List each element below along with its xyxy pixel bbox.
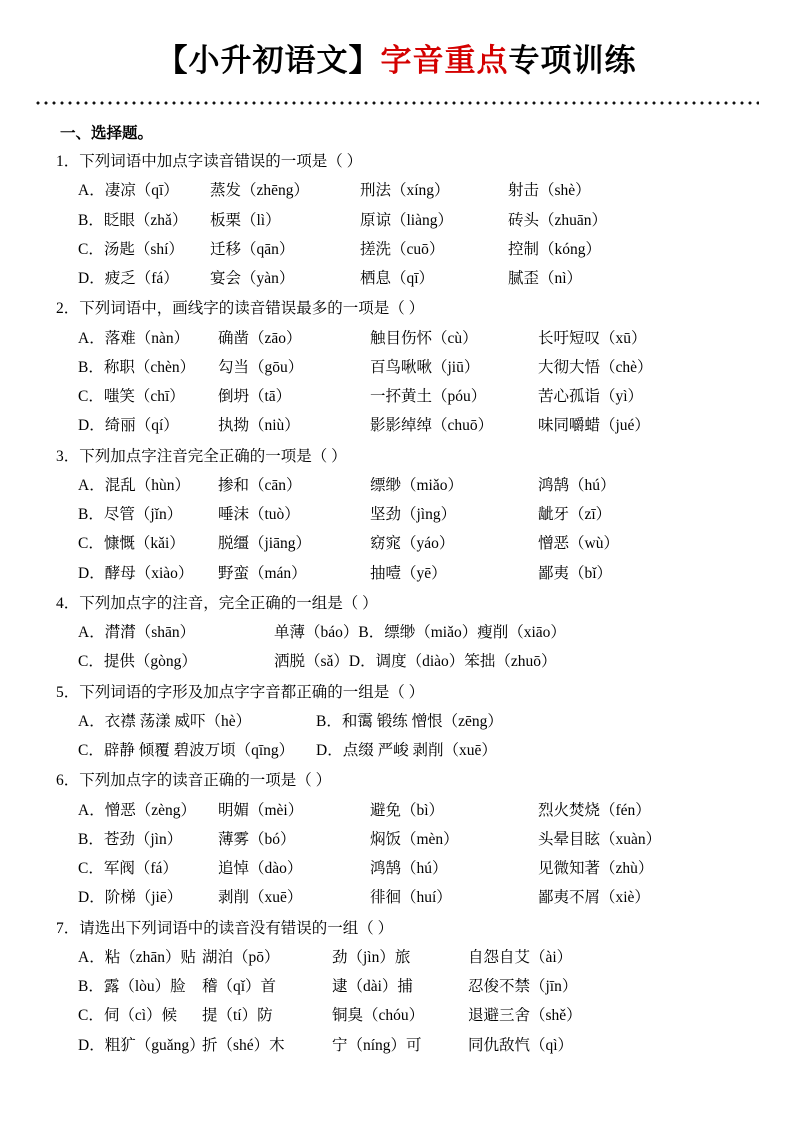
option-text: 焖饭（mèn） xyxy=(370,830,459,848)
option-text: 龇牙（zī） xyxy=(538,506,612,524)
option-label: C． xyxy=(78,240,104,258)
option-text: 逮（dài）捕 xyxy=(332,978,413,996)
option-text: 唾沫（tuò） xyxy=(218,506,300,524)
option-cell xyxy=(274,621,358,644)
option-a[interactable] xyxy=(78,474,218,497)
option-row[interactable] xyxy=(78,267,759,290)
option-text: 苍劲（jìn） xyxy=(103,830,183,848)
option-text: 提（tí）防 xyxy=(202,1007,273,1025)
option-cell xyxy=(218,385,370,408)
option-d[interactable] xyxy=(316,739,497,762)
option-text: 射击（shè） xyxy=(508,182,591,200)
option-text: 脱缰（jiāng） xyxy=(218,535,311,553)
option-row[interactable] xyxy=(78,946,759,969)
option-text: 百鸟啾啾（jiū） xyxy=(370,358,480,376)
option-text: 军阀（fá） xyxy=(103,860,178,878)
option-d[interactable] xyxy=(78,1034,205,1057)
option-d[interactable] xyxy=(78,414,218,437)
option-c[interactable] xyxy=(78,857,218,880)
option-label: C． xyxy=(78,535,104,553)
option-cell xyxy=(218,857,370,880)
option-text: 凄凉（qī） xyxy=(104,182,179,200)
option-row[interactable] xyxy=(78,975,759,998)
option-cell xyxy=(360,209,508,232)
option-a[interactable] xyxy=(78,710,316,733)
option-cell xyxy=(468,1004,582,1027)
option-cell xyxy=(210,209,360,232)
option-row[interactable] xyxy=(78,886,759,909)
option-d[interactable] xyxy=(349,650,464,673)
option-row[interactable] xyxy=(78,710,759,733)
option-cell xyxy=(210,238,360,261)
option-cell xyxy=(202,975,332,998)
option-cell xyxy=(370,562,538,585)
option-text: 称职（chèn） xyxy=(103,358,196,376)
option-label: A． xyxy=(78,624,105,642)
option-text: 辟静 倾覆 碧波万顷（qīng） xyxy=(103,742,295,760)
option-b[interactable] xyxy=(78,356,218,379)
option-label: C． xyxy=(78,1007,104,1025)
option-text: 湖泊（pō） xyxy=(202,948,280,966)
option-text: 汤匙（shí） xyxy=(103,240,184,258)
option-cell xyxy=(370,414,538,437)
option-text: 坚劲（jìng） xyxy=(370,506,457,524)
option-cell xyxy=(332,946,468,969)
question-stem: 6．下列加点字的读音正确的一项是（ ） xyxy=(56,772,332,790)
option-row[interactable] xyxy=(78,209,759,232)
option-text: 缥缈（miǎo） xyxy=(370,476,463,494)
option-text: 明媚（mèi） xyxy=(218,801,304,819)
option-row[interactable] xyxy=(78,739,759,762)
question-2 xyxy=(34,297,759,437)
option-cell xyxy=(508,238,601,261)
question-6 xyxy=(34,769,759,909)
option-cell xyxy=(468,975,577,998)
option-b[interactable] xyxy=(78,975,202,998)
option-label: A． xyxy=(78,476,105,494)
option-cell xyxy=(332,1034,468,1057)
option-text: 搓洗（cuō） xyxy=(360,240,445,258)
option-text: 砖头（zhuān） xyxy=(508,211,608,229)
option-text: 迁移（qān） xyxy=(210,240,295,258)
option-text: 触目伤怀（cù） xyxy=(370,329,478,347)
option-text: 憎恶（zèng） xyxy=(104,801,196,819)
option-label: B． xyxy=(78,211,104,229)
option-cell xyxy=(370,474,538,497)
option-label: A． xyxy=(78,329,105,347)
option-cell xyxy=(218,327,370,350)
option-text: 嗤笑（chī） xyxy=(103,388,185,406)
question-stem: 3．下列加点字注音完全正确的一项是（ ） xyxy=(56,447,347,465)
title-suffix: 专项训练 xyxy=(508,43,637,78)
option-text: 鸿鹄（hú） xyxy=(538,476,616,494)
section-heading: 一、选择题。 xyxy=(60,125,154,143)
option-cell xyxy=(360,179,508,202)
page-title xyxy=(34,42,759,79)
option-cell xyxy=(468,946,572,969)
option-cell xyxy=(218,503,370,526)
option-cell xyxy=(538,327,647,350)
option-text: 宴会（yàn） xyxy=(210,270,295,288)
option-cell xyxy=(210,267,360,290)
question-stem: 1．下列词语中加点字读音错误的一项是（ ） xyxy=(56,153,363,171)
option-cell xyxy=(370,886,538,909)
option-cell xyxy=(202,946,332,969)
option-text: 控制（kóng） xyxy=(508,240,602,258)
option-text: 折（shé）木 xyxy=(202,1036,285,1054)
option-cell xyxy=(468,1034,573,1057)
option-label: A． xyxy=(78,948,105,966)
option-c[interactable] xyxy=(78,739,316,762)
option-text: 一抔黄土（póu） xyxy=(370,388,487,406)
option-text: 倒坍（tā） xyxy=(218,388,292,406)
option-cell xyxy=(370,532,538,555)
option-label: D． xyxy=(78,889,105,907)
option-text: 鸿鹄（hú） xyxy=(370,860,448,878)
option-cell xyxy=(218,828,370,851)
option-cell xyxy=(538,532,619,555)
option-label: B． xyxy=(78,978,104,996)
option-b[interactable] xyxy=(358,621,477,644)
option-text: 徘徊（huí） xyxy=(370,889,452,907)
option-row[interactable] xyxy=(78,1034,759,1057)
option-text: 单薄（báo） xyxy=(274,624,359,642)
option-cell xyxy=(538,857,653,880)
option-text: 头晕目眩（xuàn） xyxy=(538,830,662,848)
option-label: C． xyxy=(78,742,104,760)
option-text: D．调度（diào） xyxy=(348,653,465,671)
option-cell xyxy=(538,886,650,909)
question-stem: 5．下列词语的字形及加点字字音都正确的一组是（ ） xyxy=(56,683,425,701)
option-cell xyxy=(464,650,556,673)
option-row[interactable] xyxy=(78,356,759,379)
option-cell xyxy=(210,179,360,202)
option-text: 绮丽（qí） xyxy=(104,417,179,435)
option-text: 忍俊不禁（jīn） xyxy=(468,978,578,996)
option-c[interactable] xyxy=(78,238,210,261)
option-cell xyxy=(538,356,653,379)
option-text: 铜臭（chóu） xyxy=(332,1007,425,1025)
option-text: 烈火焚烧（fén） xyxy=(538,801,651,819)
option-cell xyxy=(370,385,538,408)
question-1 xyxy=(34,150,759,290)
option-cell xyxy=(538,385,643,408)
option-cell xyxy=(332,1004,468,1027)
option-text: 阶梯（jiē） xyxy=(104,889,183,907)
option-label: A． xyxy=(78,182,105,200)
option-text: 避免（bì） xyxy=(370,801,445,819)
title-block xyxy=(34,0,759,79)
option-text: 宁（níng）可 xyxy=(332,1036,422,1054)
option-text: 瘦削（xiāo） xyxy=(477,624,566,642)
option-text: 苦心孤诣（yì） xyxy=(538,388,644,406)
option-text: 酵母（xiào） xyxy=(104,564,194,582)
option-cell xyxy=(538,414,650,437)
option-row[interactable] xyxy=(78,621,759,644)
option-text: 味同嚼蜡（jué） xyxy=(538,417,650,435)
option-text: 蒸发（zhēng） xyxy=(210,182,310,200)
option-cell xyxy=(370,828,538,851)
option-cell xyxy=(538,562,612,585)
option-cell xyxy=(202,1034,332,1057)
option-label: C． xyxy=(78,388,104,406)
title-accent: 字音重点 xyxy=(380,43,509,78)
option-c[interactable] xyxy=(78,1004,202,1027)
option-text: 退避三舍（shě） xyxy=(468,1007,582,1025)
option-text: 眨眼（zhǎ） xyxy=(103,211,188,229)
option-text: 勾当（gōu） xyxy=(218,358,304,376)
option-row[interactable] xyxy=(78,414,759,437)
option-text: 尽管（jǐn） xyxy=(103,506,183,524)
option-text: 憎恶（wù） xyxy=(538,535,619,553)
option-text: 洒脱（sǎ） xyxy=(274,653,349,671)
option-cell xyxy=(360,238,508,261)
option-label: B． xyxy=(78,830,104,848)
question-stem: 4．下列加点字的注音，完全正确的一组是（ ） xyxy=(56,594,378,612)
dotted-divider xyxy=(34,101,759,105)
option-text: 长吁短叹（xū） xyxy=(538,329,647,347)
option-cell xyxy=(508,267,582,290)
option-cell xyxy=(370,327,538,350)
option-label: D． xyxy=(78,417,105,435)
option-cell xyxy=(370,356,538,379)
option-label: D． xyxy=(78,564,105,582)
option-cell xyxy=(332,975,468,998)
option-text: 抽噎（yē） xyxy=(370,564,447,582)
option-text: 鄙夷不屑（xiè） xyxy=(538,889,650,907)
option-d[interactable] xyxy=(78,886,218,909)
option-label: B． xyxy=(78,506,104,524)
option-row[interactable] xyxy=(78,238,759,261)
option-row[interactable] xyxy=(78,799,759,822)
option-cell xyxy=(538,828,661,851)
option-label: C． xyxy=(78,653,104,671)
question-7 xyxy=(34,917,759,1057)
option-text: 潸潸（shān） xyxy=(104,624,196,642)
option-row[interactable] xyxy=(78,857,759,880)
option-text: 笨拙（zhuō） xyxy=(464,653,557,671)
question-4 xyxy=(34,592,759,674)
option-text: 混乱（hùn） xyxy=(104,476,190,494)
option-c[interactable] xyxy=(78,532,218,555)
option-text: 大彻大悟（chè） xyxy=(538,358,653,376)
option-a[interactable] xyxy=(78,179,210,202)
option-cell xyxy=(202,1004,332,1027)
option-text: 掺和（cān） xyxy=(218,476,302,494)
option-text: 野蛮（mán） xyxy=(218,564,307,582)
question-3 xyxy=(34,445,759,585)
option-b[interactable] xyxy=(78,209,210,232)
option-cell xyxy=(274,650,349,673)
option-b[interactable] xyxy=(316,710,503,733)
option-cell xyxy=(477,621,566,644)
option-label: A． xyxy=(78,712,105,730)
option-text: 稽（qǐ）首 xyxy=(202,978,277,996)
option-text: B．和霭 锻练 憎恨（zēng） xyxy=(316,712,503,730)
option-a[interactable] xyxy=(78,946,202,969)
option-cell xyxy=(218,562,370,585)
option-text: 原谅（liàng） xyxy=(360,211,453,229)
option-cell xyxy=(508,209,607,232)
option-text: 板栗（lì） xyxy=(210,211,281,229)
option-text: 执拗（niù） xyxy=(218,417,300,435)
option-label: D． xyxy=(78,1036,105,1054)
option-text: 薄雾（bó） xyxy=(218,830,296,848)
option-text: 影影绰绰（chuō） xyxy=(370,417,494,435)
option-text: 衣襟 荡漾 威吓（hè） xyxy=(104,712,252,730)
option-cell xyxy=(218,356,370,379)
option-row[interactable] xyxy=(78,385,759,408)
option-c[interactable] xyxy=(78,650,274,673)
option-label: A． xyxy=(78,801,105,819)
option-text: 窈窕（yáo） xyxy=(370,535,455,553)
option-row[interactable] xyxy=(78,179,759,202)
option-cell xyxy=(370,799,538,822)
option-text: 劲（jìn）旅 xyxy=(332,948,411,966)
option-row[interactable] xyxy=(78,474,759,497)
option-row[interactable] xyxy=(78,327,759,350)
option-cell xyxy=(370,503,538,526)
option-cell xyxy=(508,179,591,202)
option-row[interactable] xyxy=(78,650,759,673)
option-b[interactable] xyxy=(78,503,218,526)
option-text: 追悼（dào） xyxy=(218,860,303,878)
option-text: 自怨自艾（ài） xyxy=(468,948,573,966)
option-label: B． xyxy=(78,358,104,376)
option-text: 落难（nàn） xyxy=(104,329,190,347)
option-row[interactable] xyxy=(78,1004,759,1027)
option-a[interactable] xyxy=(78,799,218,822)
option-a[interactable] xyxy=(78,327,218,350)
option-cell xyxy=(218,414,370,437)
option-row[interactable] xyxy=(78,828,759,851)
option-text: B．缥缈（miǎo） xyxy=(358,624,478,642)
option-text: 粗犷（guǎng） xyxy=(104,1036,205,1054)
option-a[interactable] xyxy=(78,621,274,644)
option-cell xyxy=(218,532,370,555)
option-text: 刑法（xíng） xyxy=(360,182,450,200)
option-text: 鄙夷（bǐ） xyxy=(538,564,613,582)
option-text: 伺（cì）候 xyxy=(103,1007,178,1025)
option-row[interactable] xyxy=(78,532,759,555)
option-text: D．点缀 严峻 剥削（xuē） xyxy=(316,742,497,760)
option-text: 露（lòu）脸 xyxy=(103,978,186,996)
option-cell xyxy=(360,267,508,290)
option-c[interactable] xyxy=(78,385,218,408)
option-cell xyxy=(218,886,370,909)
option-cell xyxy=(218,474,370,497)
option-text: 提供（gòng） xyxy=(103,653,197,671)
option-d[interactable] xyxy=(78,267,210,290)
option-cell xyxy=(218,799,370,822)
option-label: D． xyxy=(78,270,105,288)
option-text: 疲乏（fá） xyxy=(104,270,179,288)
question-stem: 2．下列词语中，画线字的读音错误最多的一项是（ ） xyxy=(56,300,425,318)
option-cell xyxy=(538,474,616,497)
option-text: 栖息（qī） xyxy=(360,270,435,288)
option-text: 腻歪（nì） xyxy=(508,270,583,288)
question-5 xyxy=(34,681,759,763)
option-b[interactable] xyxy=(78,828,218,851)
option-row[interactable] xyxy=(78,562,759,585)
option-row[interactable] xyxy=(78,503,759,526)
option-cell xyxy=(538,799,651,822)
question-stem: 7．请选出下列词语中的读音没有错误的一组（ ） xyxy=(56,919,394,937)
option-cell xyxy=(370,857,538,880)
option-d[interactable] xyxy=(78,562,218,585)
option-text: 粘（zhān）贴 xyxy=(104,948,196,966)
option-text: 确凿（zāo） xyxy=(218,329,302,347)
option-text: 见微知著（zhù） xyxy=(538,860,654,878)
option-text: 剥削（xuē） xyxy=(218,889,303,907)
option-text: 慷慨（kǎi） xyxy=(103,535,185,553)
option-text: 同仇敌忾（qì） xyxy=(468,1036,574,1054)
option-label: C． xyxy=(78,860,104,878)
title-prefix: 【小升初语文】 xyxy=(156,43,381,78)
option-cell xyxy=(538,503,611,526)
